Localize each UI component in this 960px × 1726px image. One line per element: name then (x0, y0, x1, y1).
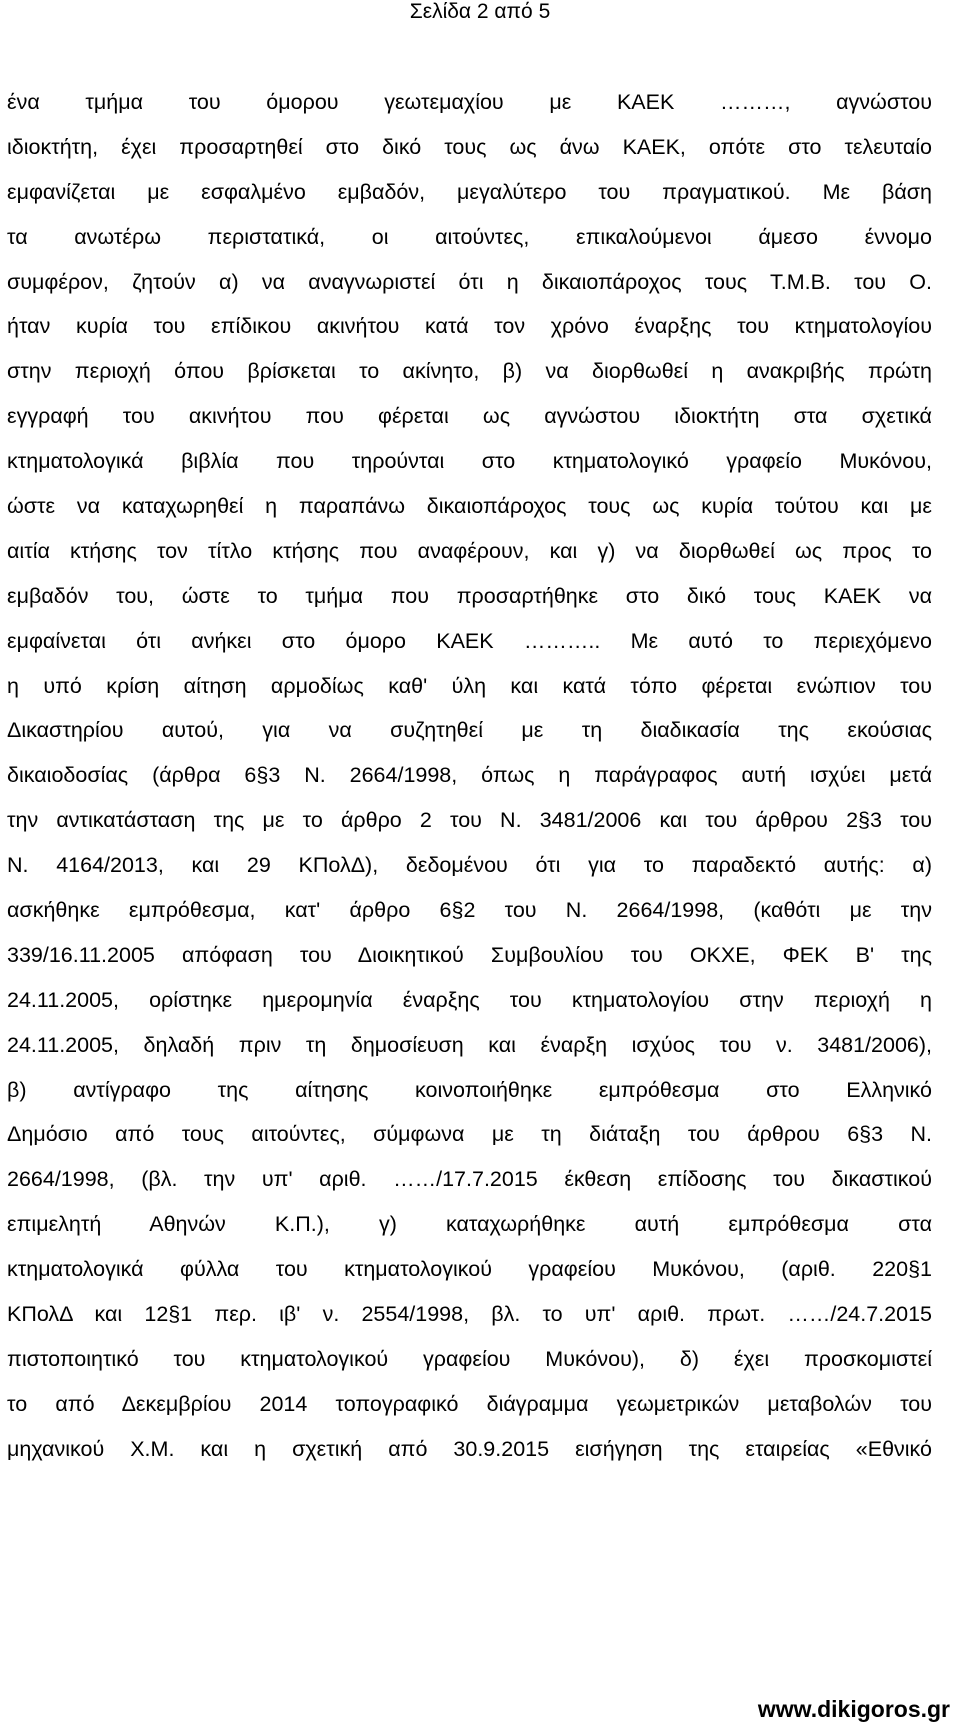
body-line: ήταν κυρία του επίδικου ακινήτου κατά τον χρόνο έναρξης του κτηματολογίου (7, 314, 932, 339)
body-line: ασκήθηκε εμπρόθεσμα, κατ' άρθρο 6§2 του Ν. 2664/1998, (καθότι με την (7, 898, 932, 923)
body-line: 339/16.11.2005 απόφαση του Διοικητικού Συμβουλίου του ΟΚΧΕ, ΦΕΚ Β' της (7, 942, 932, 967)
body-line: ιδιοκτήτη, έχει προσαρτηθεί στο δικό τους ως άνω ΚΑΕΚ, οπότε στο τελευταίο (7, 134, 932, 159)
body-line: 2664/1998, (βλ. την υπ' αριθ. ……/17.7.2015 έκθεση επίδοσης του δικαστικού (7, 1167, 932, 1192)
body-line: στην περιοχή όπου βρίσκεται το ακίνητο, β) να διορθωθεί η ανακριβής πρώτη (7, 359, 932, 384)
body-line: τα ανωτέρω περιστατικά, οι αιτούντες, επικαλούμενοι άμεσο έννομο (7, 224, 932, 249)
body-line: επιμελητή Αθηνών Κ.Π.), γ) καταχωρήθηκε αυτή εμπρόθεσμα στα (7, 1212, 932, 1237)
body-line: εγγραφή του ακινήτου που φέρεται ως αγνώστου ιδιοκτήτη στα σχετικά (7, 404, 932, 429)
body-line: ΚΠολΔ και 12§1 περ. ιβ' ν. 2554/1998, βλ. το υπ' αριθ. πρωτ. ……/24.7.2015 (7, 1302, 932, 1327)
body-line: δικαιοδοσίας (άρθρα 6§3 Ν. 2664/1998, όπως η παράγραφος αυτή ισχύει μετά (7, 763, 932, 788)
body-line: Δημόσιο από τους αιτούντες, σύμφωνα με τη διάταξη του άρθρου 6§3 Ν. (7, 1122, 932, 1147)
site-watermark: www.dikigoros.gr (757, 1696, 950, 1722)
body-line: εμφαίνεται ότι ανήκει στο όμορο ΚΑΕΚ ……….. Με αυτό το περιεχόμενο (7, 628, 932, 653)
body-line: Ν. 4164/2013, και 29 ΚΠολΔ), δεδομένου ότι για το παραδεκτό αυτής: α) (7, 853, 932, 878)
body-line: β) αντίγραφο της αίτησης κοινοποιήθηκε εμπρόθεσμα στο Ελληνικό (7, 1077, 932, 1102)
body-line: 24.11.2005, ορίστηκε ημερομηνία έναρξης του κτηματολογίου στην περιοχή η (7, 987, 932, 1012)
body-line: η υπό κρίση αίτηση αρμοδίως καθ' ύλη και κατά τόπο φέρεται ενώπιον του (7, 673, 932, 698)
body-line: κτηματολογικά φύλλα του κτηματολογικού γραφείου Μυκόνου, (αριθ. 220§1 (7, 1257, 932, 1282)
body-line: ώστε να καταχωρηθεί η παραπάνω δικαιοπάροχος τους ως κυρία τούτου και με (7, 494, 932, 519)
body-line: κτηματολογικά βιβλία που τηρούνται στο κτηματολογικό γραφείο Μυκόνου, (7, 449, 932, 474)
body-line: αιτία κτήσης τον τίτλο κτήσης που αναφέρουν, και γ) να διορθωθεί ως προς το (7, 538, 932, 563)
body-line: συμφέρον, ζητούν α) να αναγνωριστεί ότι η δικαιοπάροχος τους Τ.Μ.Β. του Ο. (7, 269, 932, 294)
document-body (7, 80, 932, 1461)
body-line: 24.11.2005, δηλαδή πριν τη δημοσίευση και έναρξη ισχύος του ν. 3481/2006), (7, 1032, 932, 1057)
page-number-header: Σελίδα 2 από 5 (409, 0, 551, 23)
body-line: πιστοποιητικό του κτηματολογικού γραφείου Μυκόνου), δ) έχει προσκομιστεί (7, 1346, 932, 1371)
body-line: την αντικατάσταση της με το άρθρο 2 του Ν. 3481/2006 και του άρθρου 2§3 του (7, 808, 932, 833)
body-line: εμβαδόν του, ώστε το τμήμα που προσαρτήθηκε στο δικό τους ΚΑΕΚ να (7, 583, 932, 608)
body-line: ένα τμήμα του όμορου γεωτεμαχίου με ΚΑΕΚ ………, αγνώστου (7, 90, 932, 114)
body-line: εμφανίζεται με εσφαλμένο εμβαδόν, μεγαλύτερο του πραγματικού. Με βάση (7, 179, 932, 204)
body-line: το από Δεκεμβρίου 2014 τοπογραφικό διάγραμμα γεωμετρικών μεταβολών του (7, 1391, 932, 1416)
body-line: Δικαστηρίου αυτού, για να συζητηθεί με τη διαδικασία της εκούσιας (7, 718, 932, 743)
body-line: μηχανικού Χ.Μ. και η σχετική από 30.9.2015 εισήγηση της εταιρείας «Εθνικό (7, 1436, 932, 1461)
